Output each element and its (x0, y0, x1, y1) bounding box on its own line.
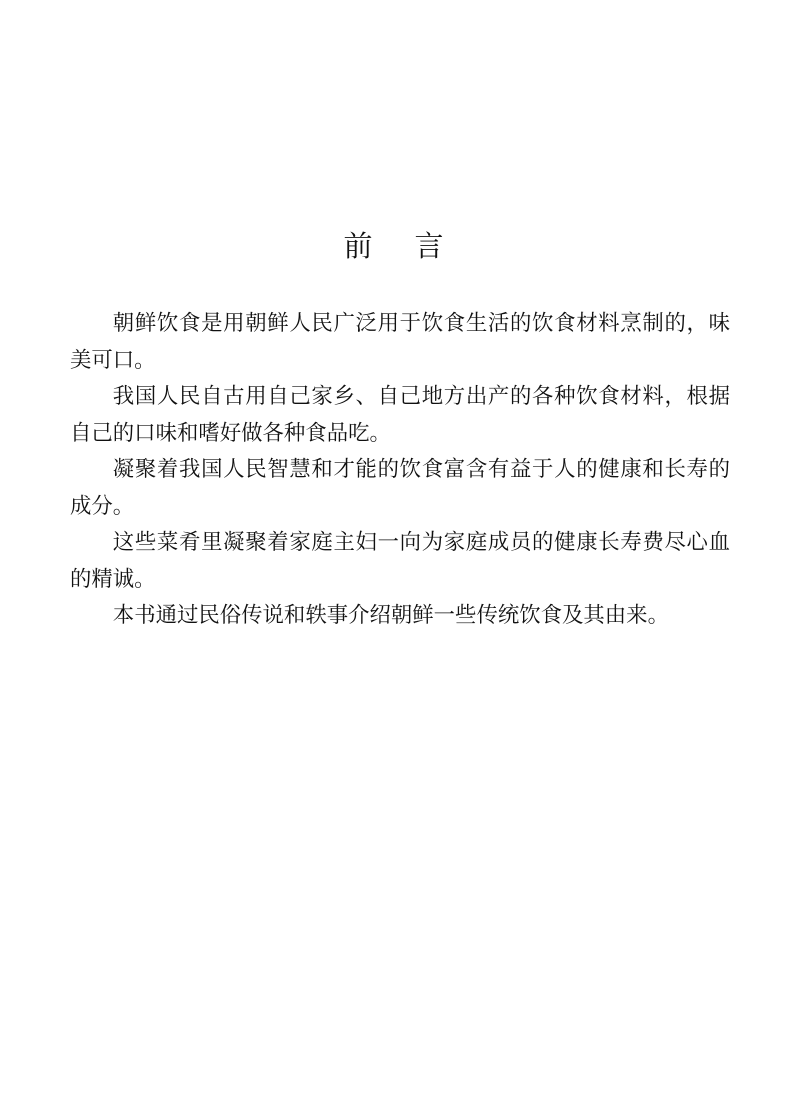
paragraph-1: 朝鲜饮食是用朝鲜人民广泛用于饮食生活的饮食材料烹制的，味美可口。 (70, 311, 730, 373)
preface-body (70, 306, 730, 635)
paragraph-3: 凝聚着我国人民智慧和才能的饮食富含有益于人的健康和长寿的成分。 (70, 457, 730, 519)
paragraph-5: 本书通过民俗传说和轶事介绍朝鲜一些传统饮食及其由来。 (112, 603, 669, 628)
page-title (0, 224, 787, 268)
title-char-2: 言 (414, 229, 444, 264)
title-char-1: 前 (343, 229, 373, 264)
paragraph-4: 这些菜肴里凝聚着家庭主妇一向为家庭成员的健康长寿费尽心血的精诚。 (70, 530, 730, 592)
paragraph-2: 我国人民自古用自己家乡、自己地方出产的各种饮食材料，根据自己的口味和嗜好做各种食品吃。 (70, 384, 730, 446)
